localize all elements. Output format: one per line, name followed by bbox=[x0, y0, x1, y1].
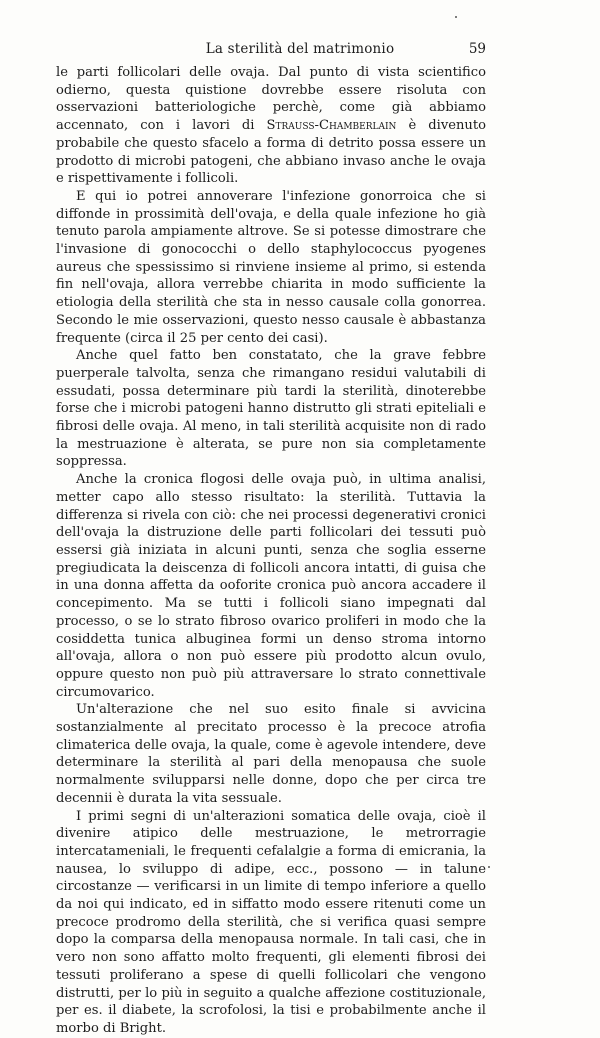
paragraph-2: E qui io potrei annoverare l'infezione gonorroica che si diffonde in prossimità dell'ovaja, e della quale infezione ho già tenuto parola ampiamente altrove. Se si potesse dimostrare che l'invasione di gonococchi o dello staphylococcus pyogenes aureus che spessissimo si rinviene insieme al primo, si estenda fin nell'ovaja, allora verrebbe chiarita in modo sufficiente la etiologia della sterilità che sta in nesso causale colla gonorrea. Secondo le mie osservazioni, questo nesso causale è abbastanza frequente (circa il 25 per cento dei casi). bbox=[56, 188, 486, 346]
scan-speck bbox=[488, 866, 490, 868]
page-number: 59 bbox=[468, 41, 486, 57]
paragraph-4: Anche la cronica flogosi delle ovaja può, in ultima analisi, metter capo allo stesso risultato: la sterilità. Tuttavia la differenza si rivela con ciò: che nei processi degenerativi cronici dell'ovaja la distruzione delle parti follicolari dei tessuti può essersi già iniziata in alcuni punti, senza che soglia esserne pregiudicata la deiscenza di follicoli ancora intatti, di guisa che in una donna affetta da ooforite cronica può ancora accadere il concepimento. Ma se tutti i follicoli siano impegnati dal processo, o se lo strato fibroso ovarico proliferi in modo che la cosiddetta tunica albuginea formi un denso stroma intorno all'ovaja, allora o non può essere più prodotto alcun ovulo, oppure questo non può più attraversare lo strato connettivale circumovarico. bbox=[56, 472, 486, 700]
paragraph-1 bbox=[56, 64, 486, 188]
paragraph-6: I primi segni di un'alterazioni somatica delle ovaja, cioè il divenire atipico delle mestruazione, le metrorragie intercatameniali, le frequenti cefalalgie a forma di emicrania, la nausea, lo sviluppo di adipe, ecc., possono — in talune circostanze — verificarsi in un limite di tempo inferiore a quello da noi qui indicato, ed in siffatto modo essere ritenuti come un precoce prodromo della sterilità, che si verifica quasi sempre dopo la comparsa della menopausa normale. In tali casi, che in vero non sono affatto molto frequenti, gli elementi fibrosi dei tessuti proliferano a spese di quelli follicolari che vengono distrutti, per lo più in seguito a qualche affezione costituzionale, per es. il diabete, la scrofolosi, la tisi e probabilmente anche il morbo di Bright. bbox=[56, 808, 486, 1036]
scan-speck bbox=[455, 16, 457, 18]
body-text bbox=[56, 64, 486, 1038]
paragraph-5: Un'alterazione che nel suo esito finale si avvicina sostanzialmente al precitato processo è la precoce atrofia climaterica delle ovaja, la quale, come è agevole intendere, deve determinare la sterilità al pari della menopausa che suole normalmente svilupparsi nelle donne, dopo che per circa tre decennii è durata la vita sessuale. bbox=[56, 702, 486, 806]
paragraph-1-text-start: le parti follicolari delle ovaja. Dal punto di vista scientifico odierno, questa quistione dovrebbe essere risoluta con osservazioni batteriologiche perchè, come già abbiamo accennato, con i lavori di bbox=[56, 65, 486, 134]
running-title: La sterilità del matrimonio bbox=[205, 41, 395, 57]
author-name-smallcaps: Strauss-Chamberlain bbox=[266, 118, 397, 134]
page-header bbox=[0, 41, 600, 61]
paragraph-1-text-end: è divenuto probabile che questo sfacelo a forma di detrito possa essere un prodotto di microbi patogeni, che abbiano invaso anche le ovaja e rispettivamente i follicoli. bbox=[56, 118, 486, 187]
paragraph-3: Anche quel fatto ben constatato, che la grave febbre puerperale talvolta, senza che rimangano residui valutabili di essudati, possa determinare più tardi la sterilità, dinoterebbe forse che i microbi patogeni hanno distrutto gli strati epiteliali e fibrosi delle ovaja. Al meno, in tali sterilità acquisite non di rado la mestruazione è alterata, se pure non sia completamente soppressa. bbox=[56, 348, 486, 470]
